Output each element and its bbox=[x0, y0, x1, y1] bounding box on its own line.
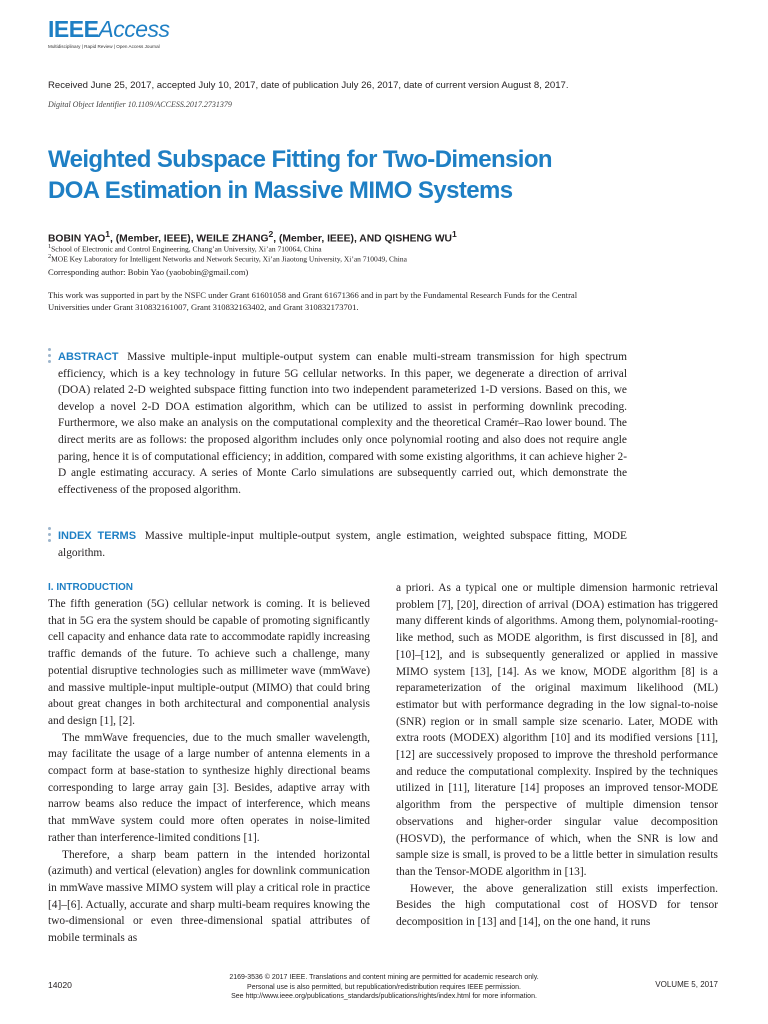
copyright-notice bbox=[200, 973, 568, 1002]
intro-paragraph-1: The fifth generation (5G) cellular network is coming. It is believed that in 5G era the system should be capable of promoting significantly cell capacity and enhance data rate to accommodate rapidly increasing traffic demands of the future. To achieve such a challenge, many potential disruptive technologies such as millimeter wave (mmWave) and massive multiple-input multiple-output (MIMO) that could bring about great changes in both architectural and componential analysis and design [1], [2]. bbox=[48, 598, 370, 727]
affiliation-1-text: School of Electronic and Control Engineering, Chang’an University, Xi’an 710064, China bbox=[51, 244, 322, 254]
affiliation-1-sup: 1 bbox=[48, 243, 52, 250]
author-2-member: , (Member, IEEE), AND bbox=[273, 233, 385, 245]
corresponding-author: Corresponding author: Bobin Yao (yaobobin@gmail.com) bbox=[48, 267, 249, 277]
abstract-dots-icon bbox=[48, 348, 52, 366]
copyright-line-1: 2169-3536 © 2017 IEEE. Translations and content mining are permitted for academic research only. bbox=[229, 974, 539, 981]
copyright-line-3: See http://www.ieee.org/publications_standards/publications/rights/index.html for more information. bbox=[231, 993, 537, 1000]
volume-label: VOLUME 5, 2017 bbox=[655, 980, 718, 989]
paper-title bbox=[48, 144, 708, 206]
intro-paragraph-2: The mmWave frequencies, due to the much smaller wavelength, may facilitate the usage of a large number of antenna elements in a compact form at base-station to synthesize highly directional beams corresponding to large array gain [3]. Besides, adaptive array with narrow beams also reduce the impact of interference, which means that mmWave system could more often operates in noise-limited rather than interference-limited conditions [1]. bbox=[48, 731, 370, 844]
author-2-sup: 2 bbox=[268, 229, 274, 239]
abstract-text: Massive multiple-input multiple-output system can enable multi-stream transmission for high spectrum efficiency, which is a key technology in future 5G cellular networks. In this paper, we degenerate a direction of arrival (DOA) related 2-D weighted subspace fitting function into two independent parameterized 1-D versions. Based on this, we develop a novel 2-D DOA estimation algorithm, which can be utilized to assist in performing downlink precoding. Furthermore, we also make an analysis on the computational complexity and the theoretical Cramér–Rao lower bound. The direct merits are as follows: the proposed algorithm includes only once polynomial rooting and also does not require angle paring, hence it is of computational efficiency; in addition, compared with some existing algorithms, it can achieve higher 2-D angle estimating accuracy. A series of Monte Carlo simulations are subsequently carried out, which demonstrate the effectiveness of the proposed algorithm. bbox=[58, 351, 627, 496]
affiliation-1 bbox=[48, 243, 322, 254]
title-line-2: DOA Estimation in Massive MIMO Systems bbox=[48, 177, 513, 204]
intro-paragraph-4: a priori. As a typical one or multiple dimension harmonic retrieval problem [7], [20], direction of arrival (DOA) estimation has triggered many different kinds of algorithms. Among them, polynomial-rooting-like method, such as MODE algorithm, is first discussed in [8], and [10]–[12], and is subsequently generalized or applied in massive MIMO system [13], [14]. As we know, MODE algorithm [8] is a reparameterization of the original maximum likelihood (ML) estimator but with performance degrading in the low signal-to-noise (SNR) region or in small sample size scenario. Later, MODE with extra roots (MODEX) algorithm [10] and its modified versions [11], [12] are successively proposed to improve the threshold performance and reduce the computational complexity. Inspired by the techniques utilized in [11], literature [14] proposes an improved tensor-MODE algorithm from the perspective of multiple dimension tensor observations and higher-order singular value decomposition (HOSVD), the performance of which, when the SNR is low and sample size is small, is proved to be a little better in simulation results than the Tensor-MODE algorithm in [13]. bbox=[396, 582, 718, 878]
author-3-sup: 1 bbox=[452, 229, 457, 239]
page-number: 14020 bbox=[48, 980, 72, 990]
author-1-sup: 1 bbox=[105, 229, 111, 239]
doi: Digital Object Identifier 10.1109/ACCESS.2017.2731379 bbox=[48, 100, 232, 109]
received-dates: Received June 25, 2017, accepted July 10, 2017, date of publication July 26, 2017, date of current version August 8, 2017. bbox=[48, 80, 569, 91]
affiliation-2-text: MOE Key Laboratory for Intelligent Networks and Network Security, Xi’an Jiaotong University, Xi’an 710049, China bbox=[51, 254, 407, 264]
logo-ieee: IEEE bbox=[48, 16, 99, 42]
funding-note: This work was supported in part by the NSFC under Grant 61601058 and Grant 61671366 and in part by the Fundamental Research Funds for the Central Universities under Grant 310832161007, Grant 310832163402, and Grant 310832173701. bbox=[48, 290, 578, 312]
copyright-line-2: Personal use is also permitted, but republication/redistribution requires IEEE permission. bbox=[247, 983, 521, 991]
index-terms-dots-icon bbox=[48, 527, 52, 545]
index-terms-text: Massive multiple-input multiple-output system, angle estimation, weighted subspace fitting, MODE algorithm. bbox=[58, 530, 627, 559]
section-heading-introduction: I. INTRODUCTION bbox=[48, 582, 133, 593]
affiliation-2-sup: 2 bbox=[48, 253, 52, 260]
abstract-label: ABSTRACT bbox=[58, 351, 119, 363]
logo-tagline: Multidisciplinary | Rapid Review | Open Access Journal bbox=[48, 44, 160, 49]
intro-paragraph-5: However, the above generalization still exists imperfection. Besides the high computational cost of HOSVD for tensor decomposition in [13] and [14], on the one hand, it runs bbox=[396, 882, 718, 929]
intro-paragraph-3: Therefore, a sharp beam pattern in the intended horizontal (azimuth) and vertical (elevation) angles for downlink communication in mmWave massive MIMO system will play a critical role in practice [4]–[6]. Actually, accurate and sharp multi-beam requires knowing the two-dimensional or even three-dimensional spatial attributes of mobile terminals as bbox=[48, 848, 370, 945]
author-1: BOBIN YAO bbox=[48, 233, 106, 245]
logo-access: Access bbox=[98, 16, 170, 42]
journal-logo bbox=[48, 16, 170, 49]
author-1-member: , (Member, IEEE), bbox=[110, 233, 197, 245]
author-2: WEILE ZHANG bbox=[196, 233, 269, 245]
index-terms bbox=[58, 528, 627, 561]
affiliation-2 bbox=[48, 253, 407, 264]
abstract bbox=[58, 349, 627, 498]
logo-wordmark bbox=[48, 16, 170, 43]
title-line-1: Weighted Subspace Fitting for Two-Dimension bbox=[48, 146, 552, 173]
right-column bbox=[396, 580, 718, 931]
author-3: QISHENG WU bbox=[384, 233, 452, 245]
left-column bbox=[48, 596, 370, 947]
index-terms-label: INDEX TERMS bbox=[58, 530, 137, 542]
